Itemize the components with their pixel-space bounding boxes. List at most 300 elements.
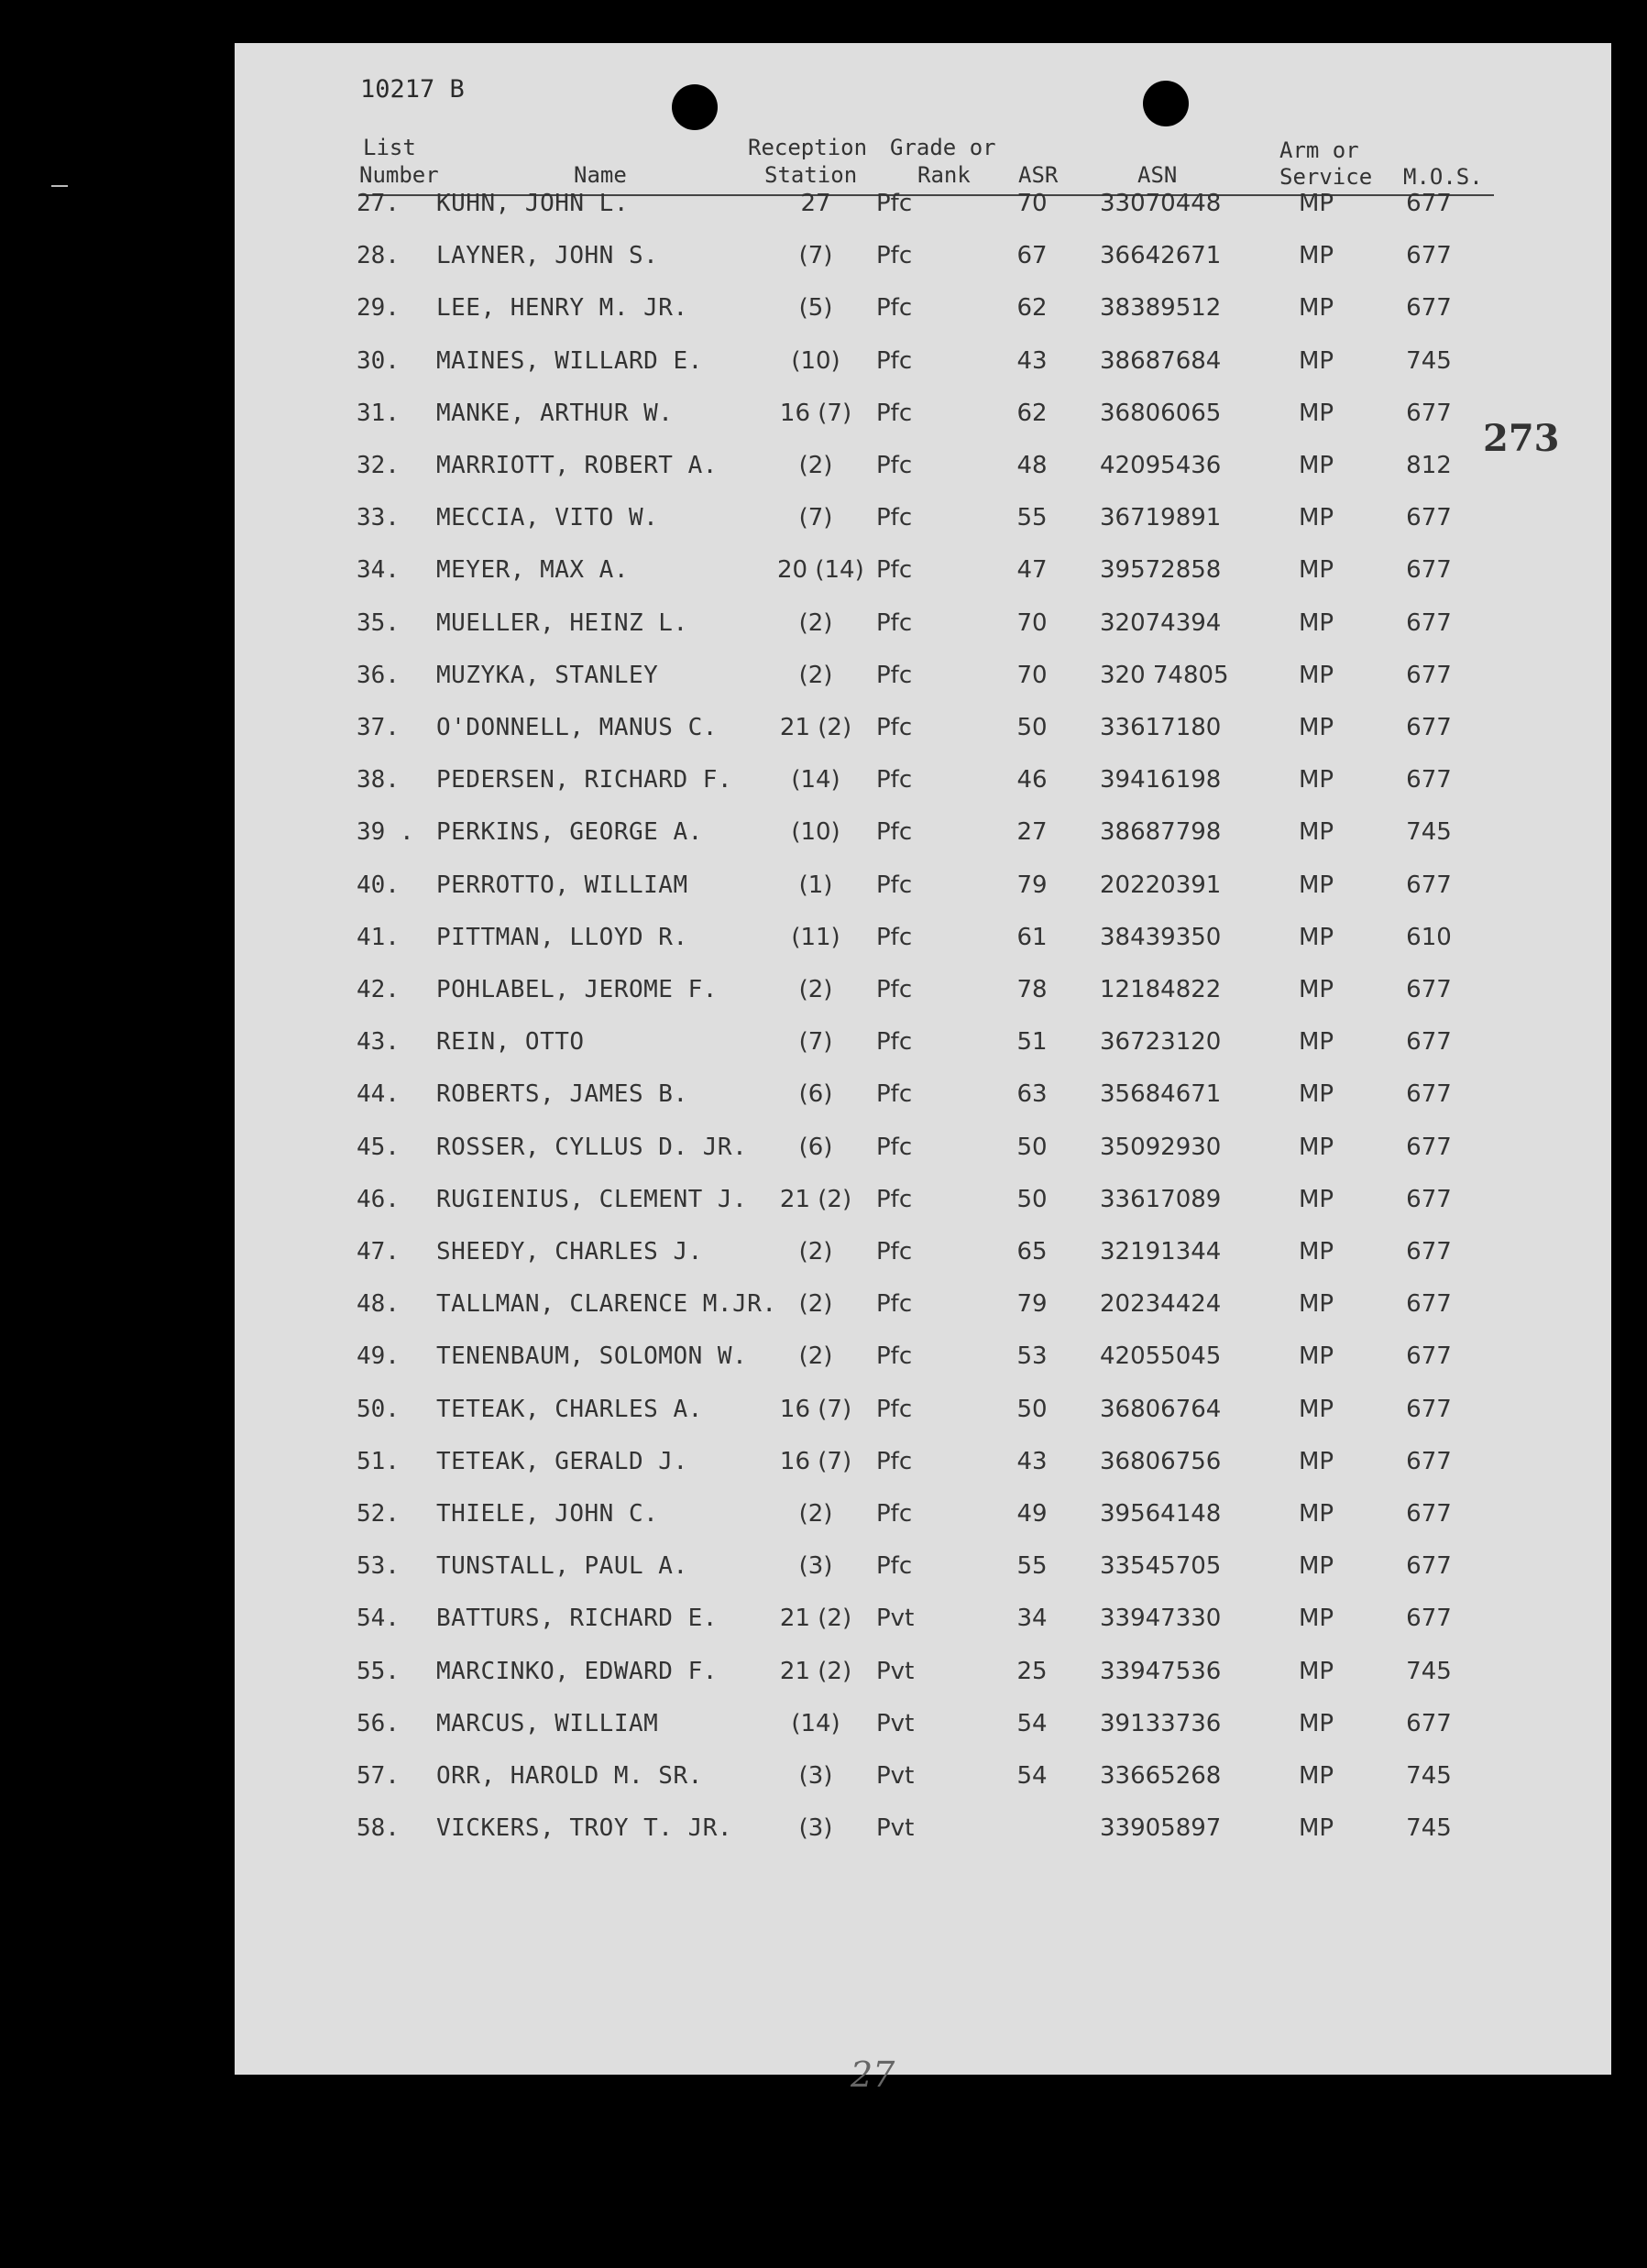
reception-station: (10) [791, 346, 840, 375]
header-asr: ASR [1018, 162, 1059, 188]
reception-station: 21 (2) [779, 1185, 852, 1213]
arm-service: MP [1298, 608, 1334, 637]
grade-rank: Pfc [876, 556, 913, 585]
army-serial-number: 38687684 [1100, 346, 1222, 375]
table-row [235, 1500, 1611, 1540]
asr-score: 55 [1016, 1552, 1048, 1581]
reception-station: 21 (2) [779, 1657, 852, 1685]
list-number: 42. [357, 976, 400, 1003]
reception-station: (6) [798, 1080, 833, 1109]
list-number: 37. [357, 714, 400, 741]
grade-rank: Pfc [876, 1185, 913, 1213]
list-number: 43. [357, 1028, 400, 1057]
mos-code: 745 [1406, 1762, 1452, 1790]
list-number: 33. [357, 504, 400, 532]
mos-code: 677 [1406, 976, 1452, 1003]
grade-rank: Pfc [876, 1290, 913, 1319]
asr-score: 50 [1016, 1133, 1048, 1161]
reception-station: (2) [798, 1342, 833, 1371]
soldier-name: MARRIOTT, ROBERT A. [436, 452, 718, 479]
soldier-name: MARCUS, WILLIAM [436, 1709, 659, 1737]
soldier-name: MANKE, ARTHUR W. [436, 399, 674, 427]
grade-rank: Pfc [876, 504, 913, 532]
army-serial-number: 20220391 [1100, 871, 1222, 899]
asr-score: 79 [1016, 1290, 1048, 1319]
soldier-name: ORR, HAROLD M. SR. [436, 1762, 703, 1790]
reception-station: (7) [798, 1028, 833, 1057]
list-number: 36. [357, 661, 400, 689]
list-number: 32. [357, 452, 400, 479]
mos-code: 745 [1406, 1657, 1452, 1685]
list-number: 52. [357, 1500, 400, 1528]
arm-service: MP [1298, 1552, 1334, 1581]
army-serial-number: 33545705 [1100, 1552, 1222, 1581]
soldier-name: BATTURS, RICHARD E. [436, 1605, 718, 1633]
grade-rank: Pfc [876, 923, 913, 951]
army-serial-number: 42095436 [1100, 452, 1222, 479]
reception-station: (3) [798, 1552, 833, 1581]
list-number: 55. [357, 1657, 400, 1685]
soldier-name: POHLABEL, JEROME F. [436, 976, 718, 1003]
army-serial-number: 42055045 [1100, 1342, 1222, 1371]
punch-hole-left [672, 84, 718, 130]
mos-code: 677 [1406, 608, 1452, 637]
arm-service: MP [1298, 242, 1334, 270]
header-asn: ASN [1137, 162, 1178, 188]
asr-score: 47 [1016, 556, 1048, 585]
soldier-name: MEYER, MAX A. [436, 556, 629, 585]
reception-station: (6) [798, 1133, 833, 1161]
table-row [235, 1552, 1611, 1593]
arm-service: MP [1298, 1290, 1334, 1319]
list-number: 53. [357, 1552, 400, 1581]
grade-rank: Pfc [876, 1447, 913, 1475]
asr-score: 48 [1016, 452, 1048, 479]
arm-service: MP [1298, 1342, 1334, 1371]
soldier-name: THIELE, JOHN C. [436, 1500, 659, 1528]
soldier-name: PERKINS, GEORGE A. [436, 818, 703, 847]
header-list-line2: Number [359, 162, 439, 188]
grade-rank: Pfc [876, 871, 913, 899]
mos-code: 677 [1406, 1290, 1452, 1319]
army-serial-number: 32191344 [1100, 1238, 1222, 1265]
asr-score: 53 [1016, 1342, 1048, 1371]
mos-code: 745 [1406, 1814, 1452, 1843]
asr-score: 49 [1016, 1500, 1048, 1528]
grade-rank: Pfc [876, 346, 913, 375]
mos-code: 677 [1406, 399, 1452, 427]
arm-service: MP [1298, 294, 1334, 323]
margin-tick [51, 185, 68, 187]
grade-rank: Pvt [876, 1605, 915, 1633]
header-arm-line1: Arm or [1279, 137, 1359, 163]
arm-service: MP [1298, 1080, 1334, 1109]
list-number: 45. [357, 1133, 400, 1161]
army-serial-number: 33947330 [1100, 1605, 1222, 1633]
arm-service: MP [1298, 661, 1334, 689]
header-arm-line2: Service [1279, 164, 1373, 190]
table-row [235, 1448, 1611, 1488]
grade-rank: Pfc [876, 818, 913, 847]
table-row [235, 766, 1611, 806]
grade-rank: Pfc [876, 452, 913, 479]
asr-score: 51 [1016, 1028, 1048, 1057]
mos-code: 677 [1406, 1080, 1452, 1109]
grade-rank: Pvt [876, 1657, 915, 1685]
table-row [235, 1028, 1611, 1068]
table-row [235, 504, 1611, 544]
list-number: 51. [357, 1447, 400, 1475]
grade-rank: Pfc [876, 242, 913, 270]
reception-station: (10) [791, 818, 840, 847]
army-serial-number: 36719891 [1100, 504, 1222, 532]
arm-service: MP [1298, 1395, 1334, 1423]
army-serial-number: 38389512 [1100, 294, 1222, 323]
list-number: 40. [357, 871, 400, 899]
asr-score: 62 [1016, 399, 1048, 427]
army-serial-number: 36806065 [1100, 399, 1222, 427]
arm-service: MP [1298, 1605, 1334, 1633]
header-mos: M.O.S. [1403, 164, 1483, 190]
soldier-name: LEE, HENRY M. JR. [436, 294, 688, 323]
asr-score: 67 [1016, 242, 1048, 270]
grade-rank: Pvt [876, 1709, 915, 1737]
list-number: 44. [357, 1080, 400, 1109]
asr-score: 50 [1016, 714, 1048, 741]
header-grade-line2: Rank [917, 162, 971, 188]
soldier-name: RUGIENIUS, CLEMENT J. [436, 1185, 748, 1213]
arm-service: MP [1298, 1709, 1334, 1737]
reception-station: 16 (7) [779, 1395, 852, 1423]
arm-service: MP [1298, 766, 1334, 794]
table-row [235, 452, 1611, 492]
asr-score: 70 [1016, 661, 1048, 689]
asr-score: 61 [1016, 923, 1048, 951]
footer-mark: 27 [851, 2054, 895, 2095]
list-number: 50. [357, 1395, 400, 1423]
asr-score: 43 [1016, 346, 1048, 375]
army-serial-number: 36806764 [1100, 1395, 1222, 1423]
table-row [235, 190, 1611, 230]
arm-service: MP [1298, 190, 1334, 217]
soldier-name: MECCIA, VITO W. [436, 504, 659, 532]
army-serial-number: 33665268 [1100, 1762, 1222, 1790]
reception-station: (2) [798, 1290, 833, 1319]
reception-station: 21 (2) [779, 1605, 852, 1633]
list-number: 35. [357, 608, 400, 637]
mos-code: 677 [1406, 1552, 1452, 1581]
reception-station: (2) [798, 1500, 833, 1528]
mos-code: 677 [1406, 242, 1452, 270]
grade-rank: Pfc [876, 1500, 913, 1528]
arm-service: MP [1298, 1238, 1334, 1265]
header-name: Name [574, 162, 627, 188]
reception-station: (14) [791, 1709, 840, 1737]
soldier-name: PITTMAN, LLOYD R. [436, 923, 688, 951]
table-row [235, 871, 1611, 912]
army-serial-number: 33070448 [1100, 190, 1222, 217]
table-row [235, 1710, 1611, 1750]
reception-station: 21 (2) [779, 714, 852, 741]
document-page [235, 43, 1611, 2095]
reception-station: (5) [798, 294, 833, 323]
grade-rank: Pfc [876, 1238, 913, 1265]
reception-station: (2) [798, 976, 833, 1003]
table-row [235, 1396, 1611, 1436]
asr-score: 46 [1016, 766, 1048, 794]
army-serial-number: 36723120 [1100, 1028, 1222, 1057]
reception-station: (2) [798, 452, 833, 479]
grade-rank: Pvt [876, 1814, 915, 1843]
asr-score: 50 [1016, 1395, 1048, 1423]
army-serial-number: 39572858 [1100, 556, 1222, 585]
asr-score: 62 [1016, 294, 1048, 323]
grade-rank: Pfc [876, 714, 913, 741]
mos-code: 677 [1406, 1185, 1452, 1213]
table-row [235, 1080, 1611, 1121]
table-row [235, 976, 1611, 1016]
army-serial-number: 33617089 [1100, 1185, 1222, 1213]
soldier-name: TETEAK, GERALD J. [436, 1447, 688, 1475]
table-row [235, 1186, 1611, 1226]
table-row [235, 1290, 1611, 1331]
reception-station: (2) [798, 608, 833, 637]
grade-rank: Pfc [876, 1342, 913, 1371]
arm-service: MP [1298, 452, 1334, 479]
army-serial-number: 36642671 [1100, 242, 1222, 270]
asr-score: 54 [1016, 1762, 1048, 1790]
asr-score: 78 [1016, 976, 1048, 1003]
reception-station: (7) [798, 504, 833, 532]
table-row [235, 609, 1611, 650]
soldier-name: MUELLER, HEINZ L. [436, 608, 688, 637]
table-row [235, 400, 1611, 440]
list-number: 49. [357, 1342, 400, 1371]
mos-code: 677 [1406, 190, 1452, 217]
soldier-name: TALLMAN, CLARENCE M.JR. [436, 1290, 777, 1319]
reception-station: (2) [798, 661, 833, 689]
soldier-name: TUNSTALL, PAUL A. [436, 1552, 688, 1581]
table-row [235, 347, 1611, 388]
grade-rank: Pfc [876, 766, 913, 794]
asr-score: 34 [1016, 1605, 1048, 1633]
soldier-name: VICKERS, TROY T. JR. [436, 1814, 733, 1843]
reception-station: 16 (7) [779, 1447, 852, 1475]
asr-score: 54 [1016, 1709, 1048, 1737]
asr-score: 25 [1016, 1657, 1048, 1685]
mos-code: 677 [1406, 714, 1452, 741]
list-number: 47. [357, 1238, 400, 1265]
mos-code: 677 [1406, 1709, 1452, 1737]
grade-rank: Pfc [876, 976, 913, 1003]
army-serial-number: 320 74805 [1100, 661, 1229, 689]
list-number: 58. [357, 1814, 400, 1843]
army-serial-number: 39133736 [1100, 1709, 1222, 1737]
soldier-name: LAYNER, JOHN S. [436, 242, 659, 270]
grade-rank: Pfc [876, 1080, 913, 1109]
punch-hole-right [1143, 81, 1189, 126]
grade-rank: Pfc [876, 399, 913, 427]
list-number: 29. [357, 294, 400, 323]
mos-code: 745 [1406, 346, 1452, 375]
mos-code: 745 [1406, 818, 1452, 847]
mos-code: 677 [1406, 871, 1452, 899]
asr-score: 70 [1016, 608, 1048, 637]
army-serial-number: 38687798 [1100, 818, 1222, 847]
table-row [235, 662, 1611, 702]
soldier-name: TENENBAUM, SOLOMON W. [436, 1342, 748, 1371]
grade-rank: Pfc [876, 190, 913, 217]
mos-code: 677 [1406, 766, 1452, 794]
mos-code: 677 [1406, 294, 1452, 323]
arm-service: MP [1298, 923, 1334, 951]
army-serial-number: 33947536 [1100, 1657, 1222, 1685]
arm-service: MP [1298, 976, 1334, 1003]
reception-station: (11) [791, 923, 840, 951]
asr-score: 43 [1016, 1447, 1048, 1475]
reception-station: (14) [791, 766, 840, 794]
header-list-line1: List [363, 135, 416, 160]
list-number: 31. [357, 399, 400, 427]
table-row [235, 818, 1611, 859]
asr-score: 63 [1016, 1080, 1048, 1109]
army-serial-number: 33617180 [1100, 714, 1222, 741]
grade-rank: Pfc [876, 1552, 913, 1581]
reception-station: (1) [798, 871, 833, 899]
reception-station: 16 (7) [779, 399, 852, 427]
table-row [235, 1134, 1611, 1174]
arm-service: MP [1298, 346, 1334, 375]
arm-service: MP [1298, 399, 1334, 427]
table-row [235, 714, 1611, 754]
grade-rank: Pfc [876, 294, 913, 323]
list-number: 28. [357, 242, 400, 270]
mos-code: 677 [1406, 1342, 1452, 1371]
list-number: 56. [357, 1709, 400, 1737]
list-number: 39 . [357, 818, 414, 847]
header-reception-line1: Reception [748, 135, 868, 160]
table-row [235, 1238, 1611, 1278]
grade-rank: Pfc [876, 1028, 913, 1057]
table-row [235, 242, 1611, 282]
table-row [235, 294, 1611, 334]
list-number: 46. [357, 1185, 400, 1213]
arm-service: MP [1298, 1133, 1334, 1161]
table-row [235, 1342, 1611, 1383]
reception-station: (2) [798, 1238, 833, 1265]
arm-service: MP [1298, 871, 1334, 899]
list-number: 41. [357, 923, 400, 951]
arm-service: MP [1298, 1762, 1334, 1790]
reception-station: (3) [798, 1814, 833, 1843]
table-row [235, 1762, 1611, 1802]
army-serial-number: 20234424 [1100, 1290, 1222, 1319]
list-number: 38. [357, 766, 400, 794]
asr-score: 65 [1016, 1238, 1048, 1265]
arm-service: MP [1298, 818, 1334, 847]
mos-code: 812 [1406, 452, 1452, 479]
document-id: 10217 B [360, 75, 465, 104]
table-row [235, 1605, 1611, 1645]
asr-score: 70 [1016, 190, 1048, 217]
asr-score: 50 [1016, 1185, 1048, 1213]
list-number: 30. [357, 346, 400, 375]
soldier-name: KUHN, JOHN L. [436, 190, 629, 217]
header-grade-line1: Grade or [890, 135, 996, 160]
list-number: 27. [357, 190, 400, 217]
army-serial-number: 39416198 [1100, 766, 1222, 794]
army-serial-number: 36806756 [1100, 1447, 1222, 1475]
asr-score: 79 [1016, 871, 1048, 899]
army-serial-number: 12184822 [1100, 976, 1222, 1003]
reception-station: (7) [798, 242, 833, 270]
arm-service: MP [1298, 1447, 1334, 1475]
grade-rank: Pvt [876, 1762, 915, 1790]
arm-service: MP [1298, 1500, 1334, 1528]
grade-rank: Pfc [876, 1395, 913, 1423]
army-serial-number: 35092930 [1100, 1133, 1222, 1161]
mos-code: 677 [1406, 1447, 1452, 1475]
soldier-name: TETEAK, CHARLES A. [436, 1395, 703, 1423]
army-serial-number: 32074394 [1100, 608, 1222, 637]
table-row [235, 924, 1611, 964]
mos-code: 677 [1406, 556, 1452, 585]
mos-code: 677 [1406, 1238, 1452, 1265]
soldier-name: O'DONNELL, MANUS C. [436, 714, 718, 741]
list-number: 57. [357, 1762, 400, 1790]
mos-code: 677 [1406, 661, 1452, 689]
reception-station: 27 [800, 190, 831, 217]
soldier-name: PERROTTO, WILLIAM [436, 871, 688, 899]
soldier-name: ROBERTS, JAMES B. [436, 1080, 688, 1109]
margin-page-number: 273 [1483, 417, 1560, 460]
soldier-name: SHEEDY, CHARLES J. [436, 1238, 703, 1265]
list-number: 48. [357, 1290, 400, 1319]
table-row [235, 1814, 1611, 1855]
list-number: 34. [357, 556, 400, 585]
reception-station: 20 (14) [777, 556, 864, 585]
mos-code: 610 [1406, 923, 1452, 951]
soldier-name: ROSSER, CYLLUS D. JR. [436, 1133, 748, 1161]
table-row [235, 1658, 1611, 1698]
arm-service: MP [1298, 504, 1334, 532]
mos-code: 677 [1406, 1395, 1452, 1423]
arm-service: MP [1298, 1814, 1334, 1843]
arm-service: MP [1298, 1028, 1334, 1057]
table-row [235, 556, 1611, 597]
reception-station: (3) [798, 1762, 833, 1790]
soldier-name: MARCINKO, EDWARD F. [436, 1657, 718, 1685]
mos-code: 677 [1406, 1500, 1452, 1528]
army-serial-number: 35684671 [1100, 1080, 1222, 1109]
army-serial-number: 38439350 [1100, 923, 1222, 951]
soldier-name: MUZYKA, STANLEY [436, 661, 659, 689]
header-reception-line2: Station [764, 162, 858, 188]
soldier-name: PEDERSEN, RICHARD F. [436, 766, 733, 794]
army-serial-number: 33905897 [1100, 1814, 1222, 1843]
mos-code: 677 [1406, 1133, 1452, 1161]
soldier-name: REIN, OTTO [436, 1028, 585, 1057]
mos-code: 677 [1406, 504, 1452, 532]
soldier-name: MAINES, WILLARD E. [436, 346, 703, 375]
asr-score: 55 [1016, 504, 1048, 532]
grade-rank: Pfc [876, 661, 913, 689]
grade-rank: Pfc [876, 608, 913, 637]
arm-service: MP [1298, 556, 1334, 585]
arm-service: MP [1298, 714, 1334, 741]
mos-code: 677 [1406, 1028, 1452, 1057]
list-number: 54. [357, 1605, 400, 1633]
